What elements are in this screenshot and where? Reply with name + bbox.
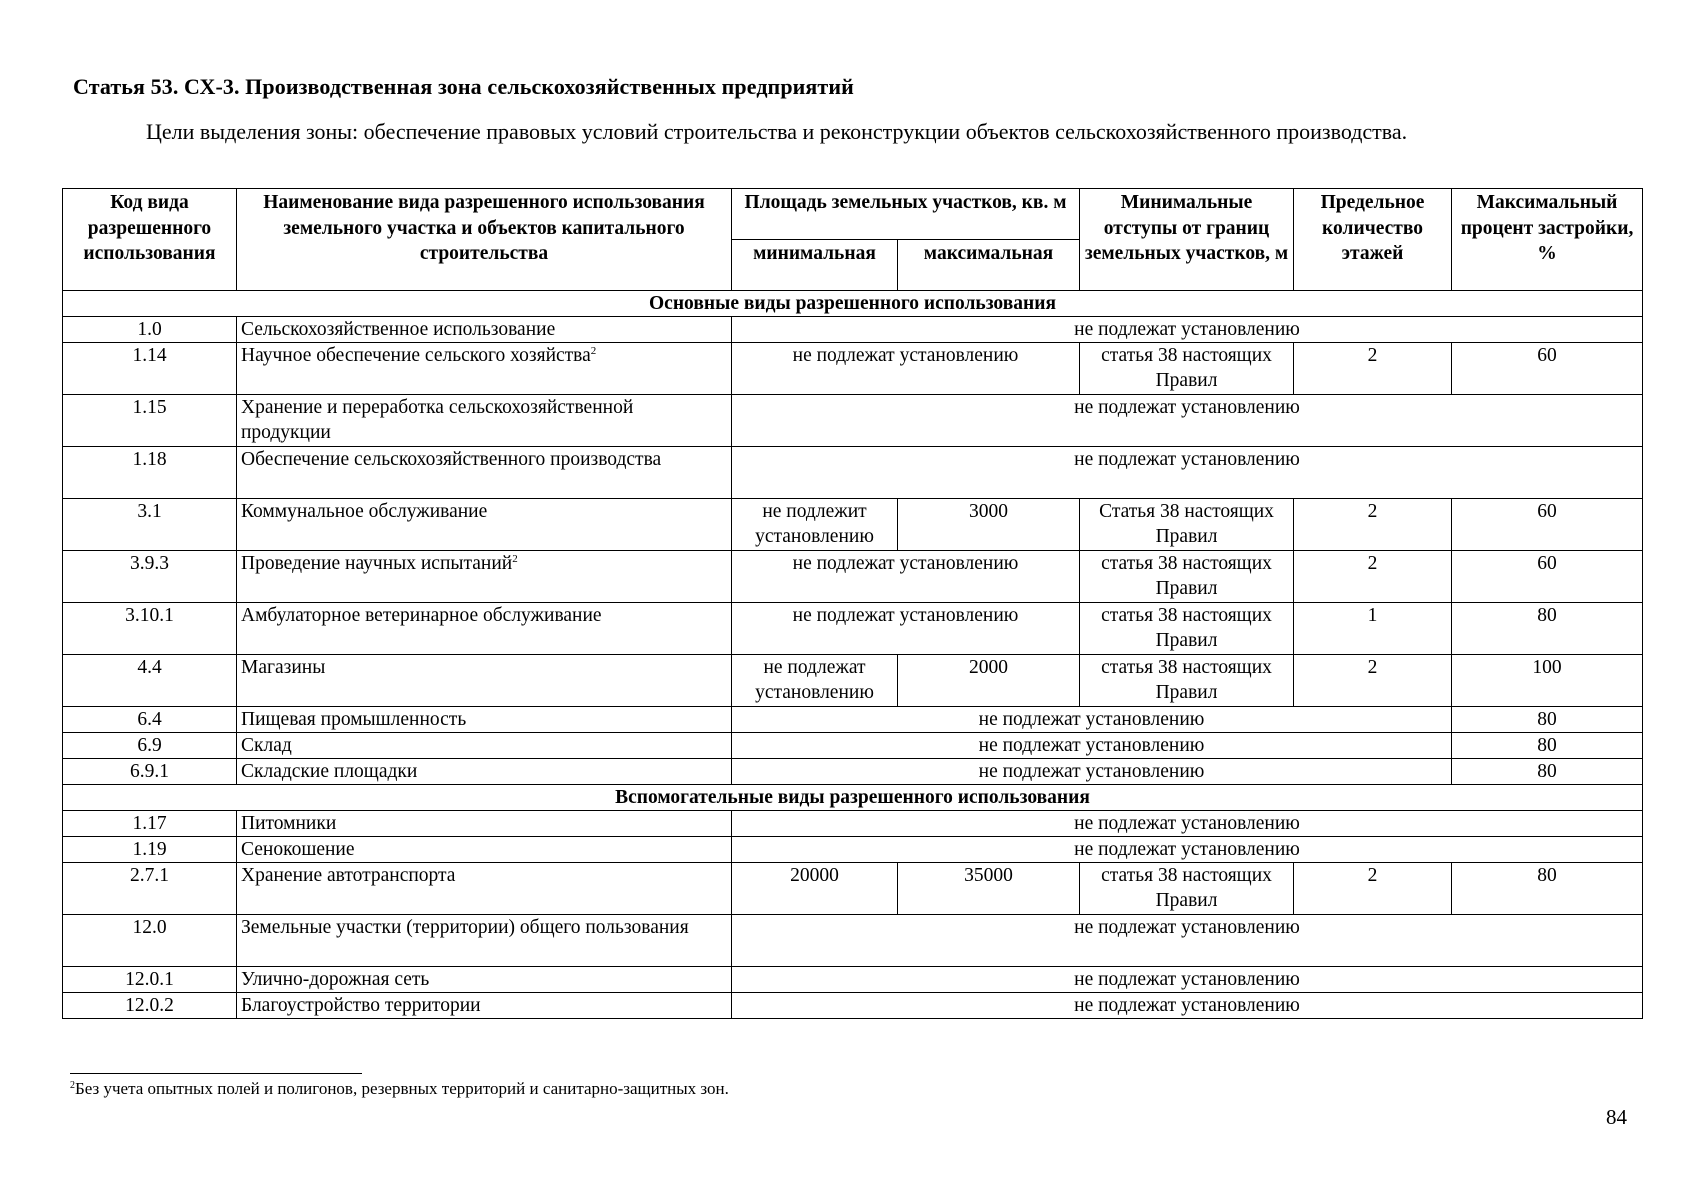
row-code: 12.0.2 [63,993,237,1019]
table-row [63,733,1643,759]
row-setback: статья 38 настоящих Правил [1080,655,1294,707]
row-code: 3.1 [63,499,237,551]
row-name: Склад [237,733,732,759]
row-coverage: 100 [1452,655,1643,707]
table-header [63,189,1643,291]
row-note: не подлежат установлению [732,837,1643,863]
header-area-max: максимальная [898,240,1080,291]
row-note: не подлежат установлению [732,967,1643,993]
row-name: Хранение и переработка сельскохозяйственной продукции [237,395,732,447]
row-code: 6.9 [63,733,237,759]
row-name: Улично-дорожная сеть [237,967,732,993]
row-code: 3.9.3 [63,551,237,603]
row-floors: 2 [1294,863,1452,915]
footnote-separator [70,1073,362,1074]
row-area-max: 35000 [898,863,1080,915]
header-floors: Предельное количество этажей [1294,189,1452,291]
row-coverage: 80 [1452,759,1643,785]
row-floors: 2 [1294,551,1452,603]
row-name: Амбулаторное ветеринарное обслуживание [237,603,732,655]
row-note: не подлежат установлению [732,811,1643,837]
row-note: не подлежат установлению [732,733,1452,759]
row-coverage: 80 [1452,603,1643,655]
row-setback: статья 38 настоящих Правил [1080,603,1294,655]
section-title-main: Основные виды разрешенного использования [63,291,1643,317]
row-code: 1.18 [63,447,237,499]
table-row [63,395,1643,447]
row-area-min: не подлежат установлению [732,655,898,707]
row-area-max: 2000 [898,655,1080,707]
row-name: Питомники [237,811,732,837]
section-row-main [63,291,1643,317]
row-note: не подлежат установлению [732,915,1643,967]
row-code: 1.19 [63,837,237,863]
row-coverage: 60 [1452,499,1643,551]
table-row [63,811,1643,837]
header-setback: Минимальные отступы от границ земельных участков, м [1080,189,1294,291]
table-row [63,993,1643,1019]
row-area: не подлежат установлению [732,551,1080,603]
footnote [70,1079,729,1099]
row-name: Хранение автотранспорта [237,863,732,915]
row-coverage: 60 [1452,343,1643,395]
row-note: не подлежат установлению [732,447,1643,499]
row-floors: 1 [1294,603,1452,655]
footnote-ref: 2 [590,345,597,357]
row-setback: статья 38 настоящих Правил [1080,551,1294,603]
table-row [63,499,1643,551]
table-row [63,863,1643,915]
table-row [63,707,1643,733]
header-area: Площадь земельных участков, кв. м [732,189,1080,240]
page-number: 84 [1606,1105,1627,1129]
row-code: 1.15 [63,395,237,447]
row-name: Пищевая промышленность [237,707,732,733]
row-area-min: не подлежит установлению [732,499,898,551]
table-row [63,915,1643,967]
row-name-text: Научное обеспечение сельского хозяйства [241,345,591,366]
row-code: 6.4 [63,707,237,733]
section-row-aux [63,785,1643,811]
row-area-max: 3000 [898,499,1080,551]
row-floors: 2 [1294,499,1452,551]
row-name [237,551,732,603]
row-note: не подлежат установлению [732,317,1643,343]
row-note: не подлежат установлению [732,759,1452,785]
row-code: 12.0.1 [63,967,237,993]
row-code: 3.10.1 [63,603,237,655]
row-name: Магазины [237,655,732,707]
table-row [63,655,1643,707]
header-coverage: Максимальный процент застройки, % [1452,189,1643,291]
row-coverage: 80 [1452,863,1643,915]
table-row [63,447,1643,499]
row-area: не подлежат установлению [732,343,1080,395]
row-name: Сенокошение [237,837,732,863]
header-name: Наименование вида разрешенного использования земельного участка и объектов капитального строительства [237,189,732,291]
row-name: Земельные участки (территории) общего пользования [237,915,732,967]
row-code: 1.0 [63,317,237,343]
row-area: не подлежат установлению [732,603,1080,655]
row-code: 6.9.1 [63,759,237,785]
table-row [63,759,1643,785]
table-row [63,603,1643,655]
land-use-table [62,188,1643,1019]
zone-purpose-paragraph: Цели выделения зоны: обеспечение правовых условий строительства и реконструкции объектов сельскохозяйственного производства. [146,119,1408,144]
row-name [237,343,732,395]
row-name-text: Проведение научных испытаний [241,553,513,574]
row-code: 4.4 [63,655,237,707]
row-name: Коммунальное обслуживание [237,499,732,551]
row-code: 1.14 [63,343,237,395]
footnote-text: Без учета опытных полей и полигонов, резервных территорий и санитарно-защитных зон. [75,1079,729,1098]
table-row [63,551,1643,603]
row-name: Складские площадки [237,759,732,785]
footnote-mark: 2 [70,1080,75,1091]
row-floors: 2 [1294,343,1452,395]
article-title: Статья 53. СХ-3. Производственная зона сельскохозяйственных предприятий [73,74,854,99]
row-setback: Статья 38 настоящих Правил [1080,499,1294,551]
row-code: 2.7.1 [63,863,237,915]
row-floors: 2 [1294,655,1452,707]
row-setback: статья 38 настоящих Правил [1080,863,1294,915]
row-name: Сельскохозяйственное использование [237,317,732,343]
table-row [63,967,1643,993]
table-body [63,291,1643,1019]
table-row [63,837,1643,863]
row-code: 12.0 [63,915,237,967]
row-name: Благоустройство территории [237,993,732,1019]
footnote-ref: 2 [512,553,518,565]
row-setback: статья 38 настоящих Правил [1080,343,1294,395]
row-coverage: 80 [1452,733,1643,759]
section-title-aux: Вспомогательные виды разрешенного использования [63,785,1643,811]
table-row [63,317,1643,343]
row-code: 1.17 [63,811,237,837]
header-area-min: минимальная [732,240,898,291]
header-code: Код вида разрешенного использования [63,189,237,291]
row-note: не подлежат установлению [732,993,1643,1019]
table-row [63,343,1643,395]
row-note: не подлежат установлению [732,395,1643,447]
row-name: Обеспечение сельскохозяйственного производства [237,447,732,499]
row-note: не подлежат установлению [732,707,1452,733]
row-coverage: 60 [1452,551,1643,603]
row-area-min: 20000 [732,863,898,915]
row-coverage: 80 [1452,707,1643,733]
